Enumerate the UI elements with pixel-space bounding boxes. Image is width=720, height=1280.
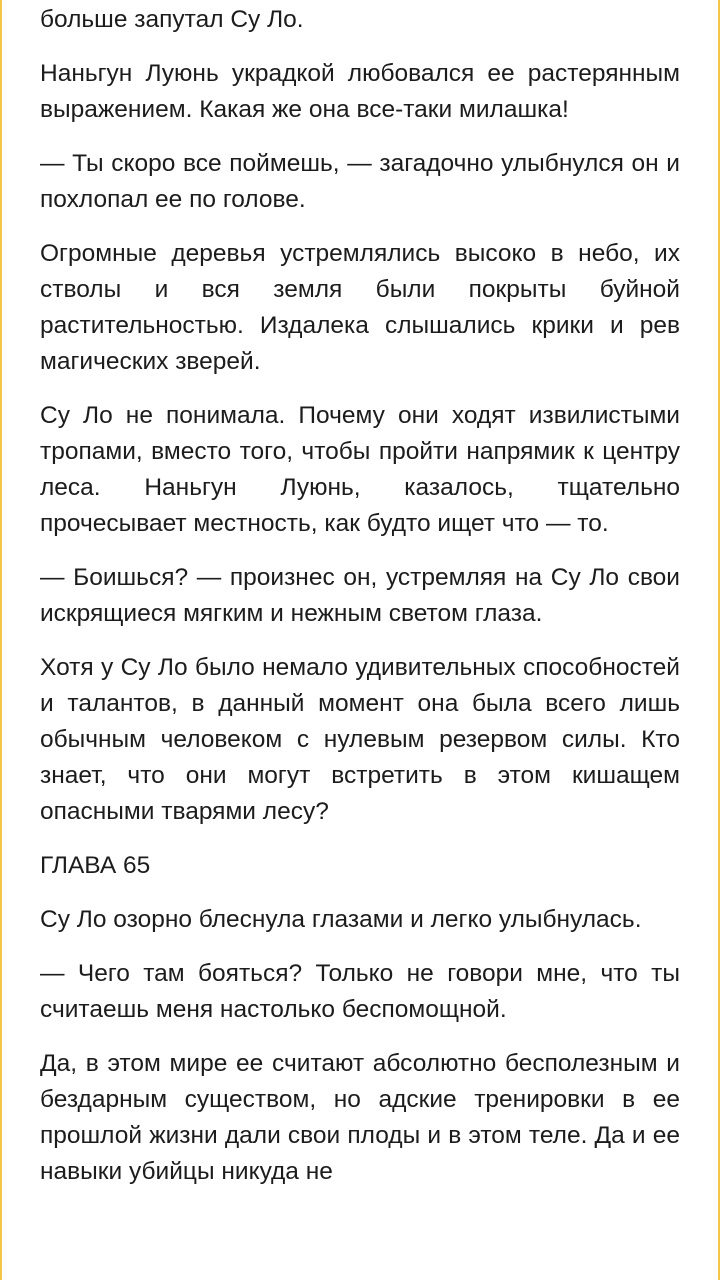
- paragraph: — Чего там бояться? Только не говори мне, что ты считаешь меня настолько беспомощной.: [40, 960, 680, 1023]
- paragraph: больше запутал Су Ло.: [40, 6, 304, 33]
- paragraph: Наньгун Луюнь украдкой любовался ее растерянным выражением. Какая же она все-таки милашка!: [40, 60, 680, 123]
- paragraph: Да, в этом мире ее считают абсолютно бесполезным и бездарным существом, но адские тренировки в ее прошлой жизни дали свои плоды и в этом теле. Да и ее навыки убийцы никуда не: [40, 1050, 680, 1185]
- paragraph: Су Ло не понимала. Почему они ходят извилистыми тропами, вместо того, чтобы пройти напрямик к центру леса. Наньгун Луюнь, казалось, тщательно прочесывает местность, как будто ищет что — то.: [40, 402, 680, 537]
- paragraph: — Боишься? — произнес он, устремляя на Су Ло свои искрящиеся мягким и нежным светом глаза.: [40, 564, 680, 627]
- reader-text-area[interactable]: [40, 0, 680, 1208]
- paragraph: Су Ло озорно блеснула глазами и легко улыбнулась.: [40, 906, 642, 933]
- paragraph: — Ты скоро все поймешь, — загадочно улыбнулся он и похлопал ее по голове.: [40, 150, 680, 213]
- chapter-heading: ГЛАВА 65: [40, 852, 151, 879]
- paragraph: Хотя у Су Ло было немало удивительных способностей и талантов, в данный момент она была всего лишь обычным человеком с нулевым резервом силы. Кто знает, что они могут встретить в этом кишащем опасными тварями лесу?: [40, 654, 680, 825]
- paragraph: Огромные деревья устремлялись высоко в небо, их стволы и вся земля были покрыты буйной растительностью. Издалека слышались крики и рев магических зверей.: [40, 240, 680, 375]
